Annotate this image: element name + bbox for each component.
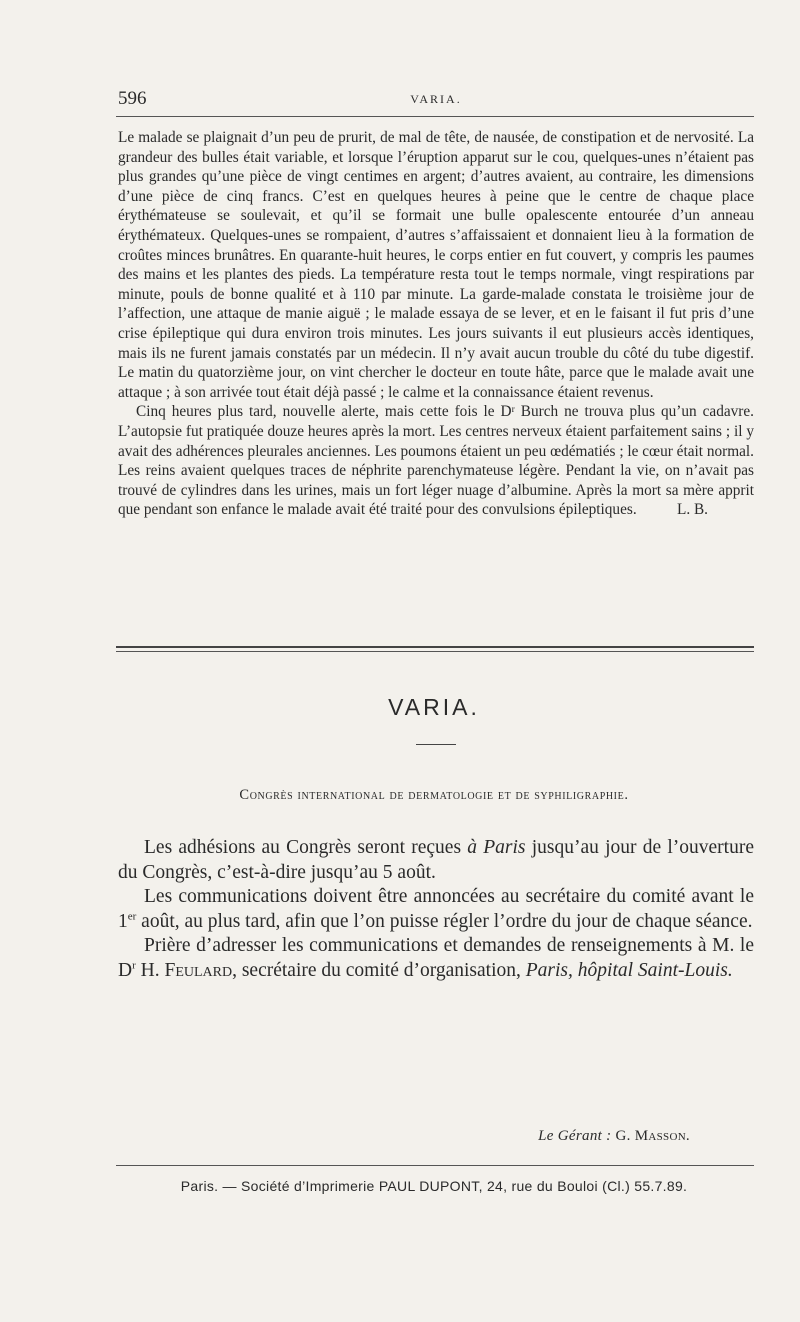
text: août, au plus tard, afin que l’on puisse régler l’ordre du jour de chaque séance. — [136, 910, 753, 932]
paragraph-text: Cinq heures plus tard, nouvelle alerte, mais cette fois le Dʳ Burch ne trouva plus qu’un cadavre. L’autopsie fut pratiquée douze heures après la mort. Les centres nerveux étaient parfaitement sains ; il y avait des adhérences pleurales anciennes. Les poumons étaient un peu œdématiés ; le cœur était normal. Les reins avaient quelques traces de néphrite parenchymateuse légère. Pendant la vie, on n’avait pas trouvé de cylindres dans les urines, mais un fort léger nuage d’albumine. Après la mort sa mère apprit que pendant son enfance le malade avait été traité pour des convulsions épileptiques. — [118, 403, 754, 519]
text: Les communications doivent être annoncées au secrétaire du comité avant le 1 — [118, 886, 754, 932]
running-title: VARIA. — [410, 92, 462, 106]
text: jusqu’au jour de l’ouverture du Congrès, c’est-à-dire jusqu’au 5 août. — [118, 837, 754, 883]
paragraph — [118, 934, 754, 983]
paragraph — [118, 885, 754, 934]
notice-text — [118, 836, 754, 983]
superscript: r — [132, 959, 136, 971]
italic-text: à Paris — [467, 837, 526, 858]
text: Prière d’adresser les communications et demandes de renseignements à M. le D — [118, 935, 754, 981]
paragraph — [118, 402, 754, 520]
gerant-name: G. Masson. — [615, 1128, 690, 1144]
previous-article-text — [118, 128, 754, 520]
person-name: H. Feulard — [135, 959, 233, 981]
superscript: er — [127, 910, 137, 922]
paragraph — [118, 836, 754, 885]
section-title: VARIA. — [388, 694, 480, 720]
signature-initials: L. B. — [676, 501, 708, 519]
gerant-line — [118, 1128, 690, 1145]
section-divider-thin — [116, 651, 754, 652]
italic-text: Paris, hôpital Saint-Louis. — [525, 959, 733, 981]
header-rule — [116, 116, 754, 117]
footer-rule — [116, 1165, 754, 1166]
gerant-label: Le Gérant : — [538, 1128, 612, 1144]
page-number: 596 — [118, 88, 147, 109]
text: , secrétaire du comité d’organisation, — [232, 959, 526, 981]
text: Les adhésions au Congrès seront reçues — [144, 837, 468, 858]
article-heading: Congrès international de dermatologie et de syphiligraphie. — [239, 787, 629, 803]
title-underline — [416, 744, 456, 745]
paragraph: Le malade se plaignait d’un peu de prurit, de mal de tête, de nausée, de constipation et de nervosité. La grandeur des bulles était variable, et lorsque l’éruption apparut sur le cou, quelques-unes n’étaient pas plus grandes qu’une pièce de vingt centimes en argent; d’autres avaient, au contraire, les dimensions d’une pièce de cinq francs. C’est en quelques heures à peine que le centre de chaque place érythémateuse se soulevait, et qu’il se formait une bulle opalescente entourée d’un anneau érythémateux. Quelques-unes se rompaient, d’autres s’affaissaient et donnaient lieu à la formation de croûtes minces brunâtres. En quarante-huit heures, le corps entier en fut couvert, y compris les paumes des mains et les plantes des pieds. La température resta tout le temps normale, vingt respirations par minute, pouls de bonne qualité et à 110 par minute. La garde-malade constata le troisième jour de l’affection, une attaque de manie aiguë ; le malade essaya de se lever, et en le faisant il fut pris d’une crise épileptique qui dura environ trois minutes. Les jours suivants il eut plusieurs accès identiques, mais ils ne furent jamais constatés par un médecin. Il n’y avait aucun trouble du côté du tube digestif. Le matin du quatorzième jour, on vint chercher le docteur en toute hâte, parce que le malade avait une attaque ; à son arrivée tout était déjà passé ; le calme et la connaissance étaient revenus. — [118, 129, 754, 401]
printer-imprint: Paris. — Société d’Imprimerie PAUL DUPONT, 24, rue du Bouloi (Cl.) 55.7.89. — [180, 1178, 688, 1194]
section-divider-thick — [116, 646, 754, 648]
running-head — [118, 88, 754, 112]
